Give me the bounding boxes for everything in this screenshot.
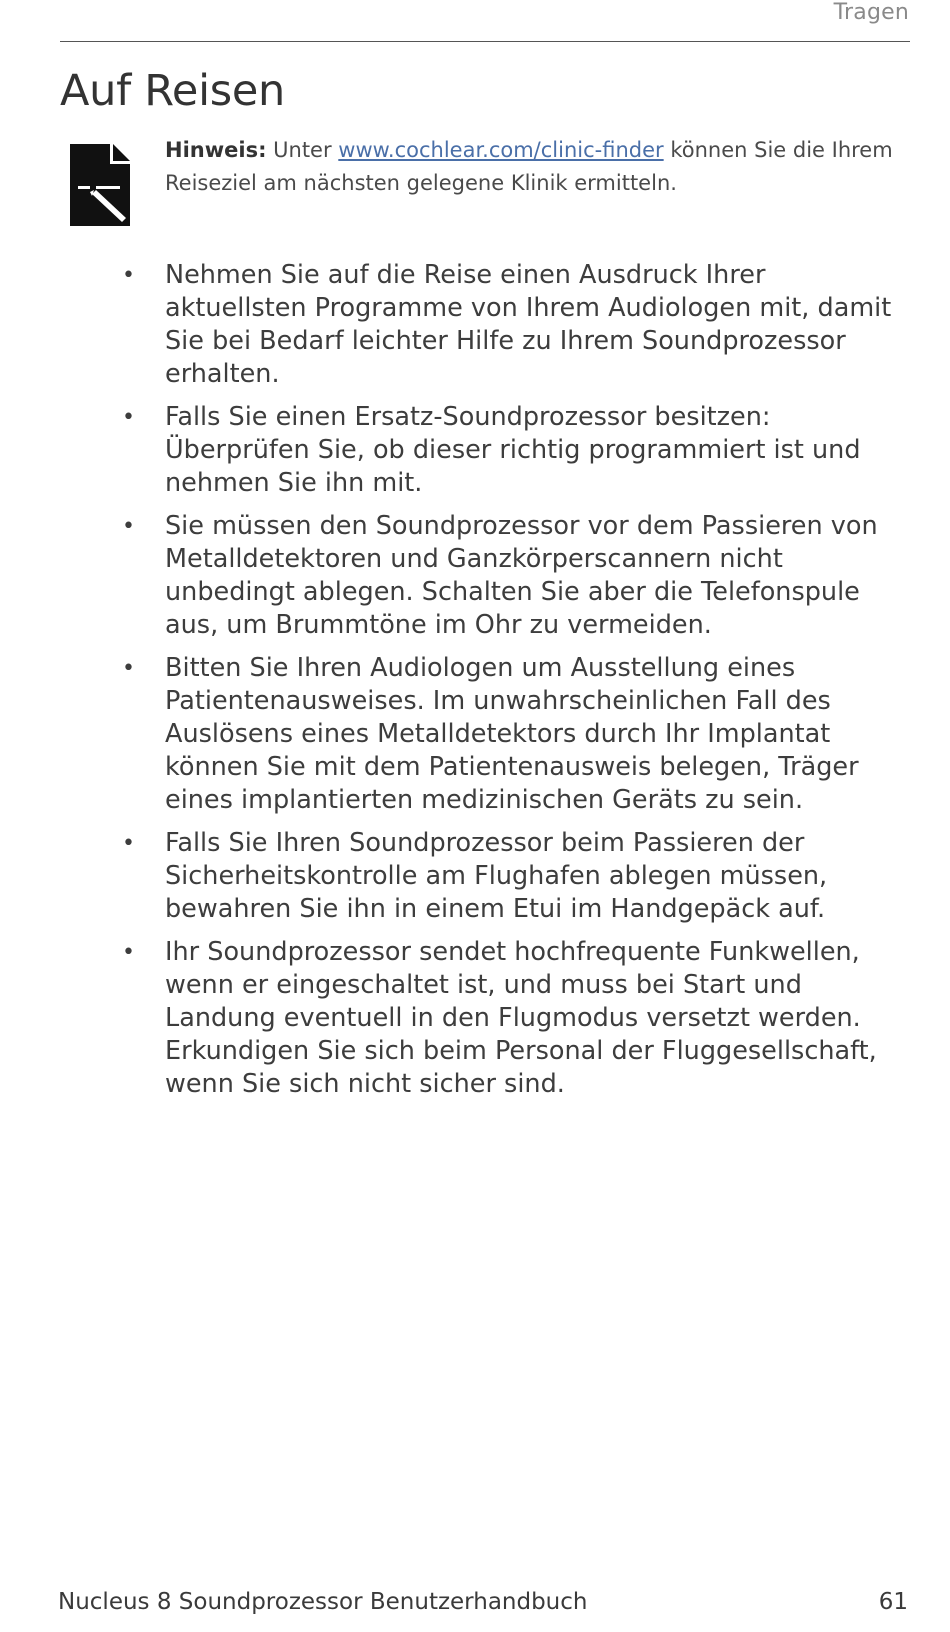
list-item bbox=[0, 259, 950, 391]
footer-title: Nucleus 8 Soundprozessor Benutzerhandbuch bbox=[58, 1589, 588, 1615]
bullet-icon: • bbox=[122, 514, 135, 539]
list-item bbox=[0, 401, 950, 500]
travel-tips-list bbox=[0, 259, 950, 1111]
list-item bbox=[0, 510, 950, 642]
list-item-text: Bitten Sie Ihren Audiologen um Ausstellung eines Patientenausweises. Im unwahrscheinlichen Fall des Auslösens eines Metalldetektors durch Ihr Implantat können Sie mit dem Patientenausweis belegen, Träger eines implantierten medizinischen Geräts zu sein. bbox=[165, 653, 859, 815]
bullet-icon: • bbox=[122, 405, 135, 430]
header-divider bbox=[60, 41, 910, 42]
note-document-pen-icon bbox=[70, 144, 130, 226]
list-item-text: Nehmen Sie auf die Reise einen Ausdruck Ihrer aktuellsten Programme von Ihrem Audiologen mit, damit Sie bei Bedarf leichter Hilfe zu Ihrem Soundprozessor erhalten. bbox=[165, 260, 892, 389]
note-text-before-link: Unter bbox=[266, 138, 339, 162]
list-item bbox=[0, 827, 950, 926]
bullet-icon: • bbox=[122, 656, 135, 681]
page-number: 61 bbox=[878, 1589, 908, 1615]
list-item-text: Ihr Soundprozessor sendet hochfrequente Funkwellen, wenn er eingeschaltet ist, und muss bei Start und Landung eventuell in den Flugmodus versetzt werden. Erkundigen Sie sich beim Personal der Fluggesellschaft, wenn Sie sich nicht sicher sind. bbox=[165, 937, 877, 1099]
list-item-text: Sie müssen den Soundprozessor vor dem Passieren von Metalldetektoren und Ganzkörperscannern nicht unbedingt ablegen. Schalten Sie aber die Telefonspule aus, um Brummtöne im Ohr zu vermeiden. bbox=[165, 511, 878, 640]
running-header: Tragen bbox=[833, 0, 909, 25]
note-text-after-link: können Sie die Ihrem Reiseziel am nächsten gelegene Klinik ermitteln. bbox=[165, 138, 893, 195]
note-label: Hinweis: bbox=[165, 138, 267, 162]
bullet-icon: • bbox=[122, 263, 135, 288]
note-text bbox=[165, 134, 915, 200]
list-item bbox=[0, 936, 950, 1101]
bullet-icon: • bbox=[122, 940, 135, 965]
list-item bbox=[0, 652, 950, 817]
list-item-text: Falls Sie einen Ersatz-Soundprozessor besitzen: Überprüfen Sie, ob dieser richtig programmiert ist und nehmen Sie ihn mit. bbox=[165, 402, 861, 498]
clinic-finder-link[interactable]: www.cochlear.com/clinic-finder bbox=[338, 138, 664, 162]
list-item-text: Falls Sie Ihren Soundprozessor beim Passieren der Sicherheitskontrolle am Flughafen ablegen müssen, bewahren Sie ihn in einem Etui im Handgepäck auf. bbox=[165, 828, 828, 924]
bullet-icon: • bbox=[122, 831, 135, 856]
page-title: Auf Reisen bbox=[60, 66, 285, 116]
